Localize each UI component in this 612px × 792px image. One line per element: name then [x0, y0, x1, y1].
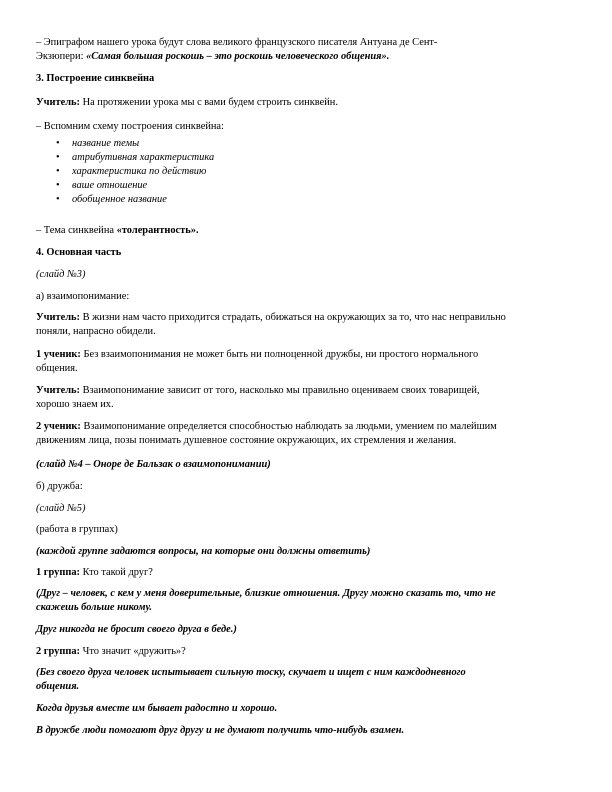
- speaker-label: 2 ученик:: [36, 421, 81, 432]
- paragraph-line: движениям лица, позы понимать душевное состояние окружающих, их стремления и желания.: [36, 435, 457, 446]
- paragraph-line: Учитель: В жизни нам часто приходится страдать, обижаться на окружающих за то, что нас неправильно: [36, 312, 506, 323]
- subsection-heading: б) дружба:: [36, 481, 83, 492]
- group-answer: Друг никогда не бросит своего друга в беде.): [36, 624, 237, 635]
- list-item: • атрибутивная характеристика: [36, 151, 576, 165]
- group-answer: В дружбе люди помогают друг другу и не думают получить что-нибудь взамен.: [36, 725, 405, 736]
- paragraph-line: скажешь больше никому.: [36, 602, 153, 613]
- theme-lead: – Тема синквейна: [36, 225, 117, 236]
- speaker-label: Учитель:: [36, 97, 80, 108]
- paragraph-line: 1 ученик: Без взаимопонимания не может быть ни полноценной дружбы, ни простого нормального: [36, 349, 479, 360]
- teacher-paragraph: [36, 311, 576, 339]
- subsection-heading: а) взаимопонимание:: [36, 291, 130, 302]
- epigraph-author: Экзюпери:: [36, 51, 87, 62]
- syncwine-theme: [36, 224, 576, 238]
- group-answer: [36, 587, 576, 615]
- epigraph-paragraph: [36, 36, 576, 64]
- list-item: • характеристика по действию: [36, 165, 576, 179]
- paragraph-line: общения.: [36, 363, 78, 374]
- teacher-paragraph: [36, 384, 576, 412]
- speaker-label: Учитель:: [36, 385, 80, 396]
- list-item: • обобщенное название: [36, 193, 576, 207]
- paragraph-line: Учитель: Взаимопонимание зависит от того, насколько мы правильно оцениваем своих товарищей,: [36, 385, 480, 396]
- slide-note: (слайд №3): [36, 269, 86, 280]
- group-label: 1 группа:: [36, 567, 80, 578]
- paragraph-line: поняли, напрасно обидели.: [36, 326, 156, 337]
- group-question: 2 группа: Что значит «дружить»?: [36, 646, 186, 657]
- list-item: • ваше отношение: [36, 179, 576, 193]
- group-answer: [36, 666, 576, 694]
- teacher-intro-paragraph: [36, 96, 576, 110]
- paragraph-line: (Друг – человек, с кем у меня доверительные, близкие отношения. Другу можно сказать то, что не: [36, 588, 496, 599]
- theme-name: «толерантность».: [116, 225, 199, 236]
- paragraph-line: общения.: [36, 681, 80, 692]
- epigraph-line: [36, 50, 576, 64]
- speaker-label: Учитель:: [36, 312, 80, 323]
- syncwine-scheme-list: [36, 137, 576, 207]
- scheme-intro: – Вспомним схему построения синквейна:: [36, 121, 224, 132]
- section-4-heading: 4. Основная часть: [36, 247, 122, 258]
- list-item: • название темы: [36, 137, 576, 151]
- teacher-intro-text: На протяжении урока мы с вами будем строить синквейн.: [79, 97, 338, 108]
- paragraph-line: (Без своего друга человек испытывает сильную тоску, скучает и ищет с ним каждодневного: [36, 667, 466, 678]
- group-question: 1 группа: Кто такой друг?: [36, 567, 153, 578]
- slide-note: (слайд №4 – Оноре де Бальзак о взаимопонимании): [36, 459, 271, 470]
- epigraph-line: – Эпиграфом нашего урока будут слова великого французского писателя Антуана де Сент-: [36, 37, 438, 48]
- paragraph-line: хорошо знаем их.: [36, 399, 114, 410]
- epigraph-quote: «Самая большая роскошь – это роскошь человеческого общения».: [86, 51, 390, 62]
- group-instructions: (каждой группе задаются вопросы, на которые они должны ответить): [36, 546, 371, 557]
- student-paragraph: [36, 348, 576, 376]
- group-answer: Когда друзья вместе им бывает радостно и хорошо.: [36, 703, 278, 714]
- group-label: 2 группа:: [36, 646, 80, 657]
- student-paragraph: [36, 420, 576, 448]
- group-work-note: (работа в группах): [36, 524, 118, 535]
- section-3-heading: 3. Построение синквейна: [36, 73, 155, 84]
- paragraph-line: 2 ученик: Взаимопонимание определяется способностью наблюдать за людьми, умением по малейшим: [36, 421, 497, 432]
- speaker-label: 1 ученик:: [36, 349, 81, 360]
- slide-note: (слайд №5): [36, 503, 86, 514]
